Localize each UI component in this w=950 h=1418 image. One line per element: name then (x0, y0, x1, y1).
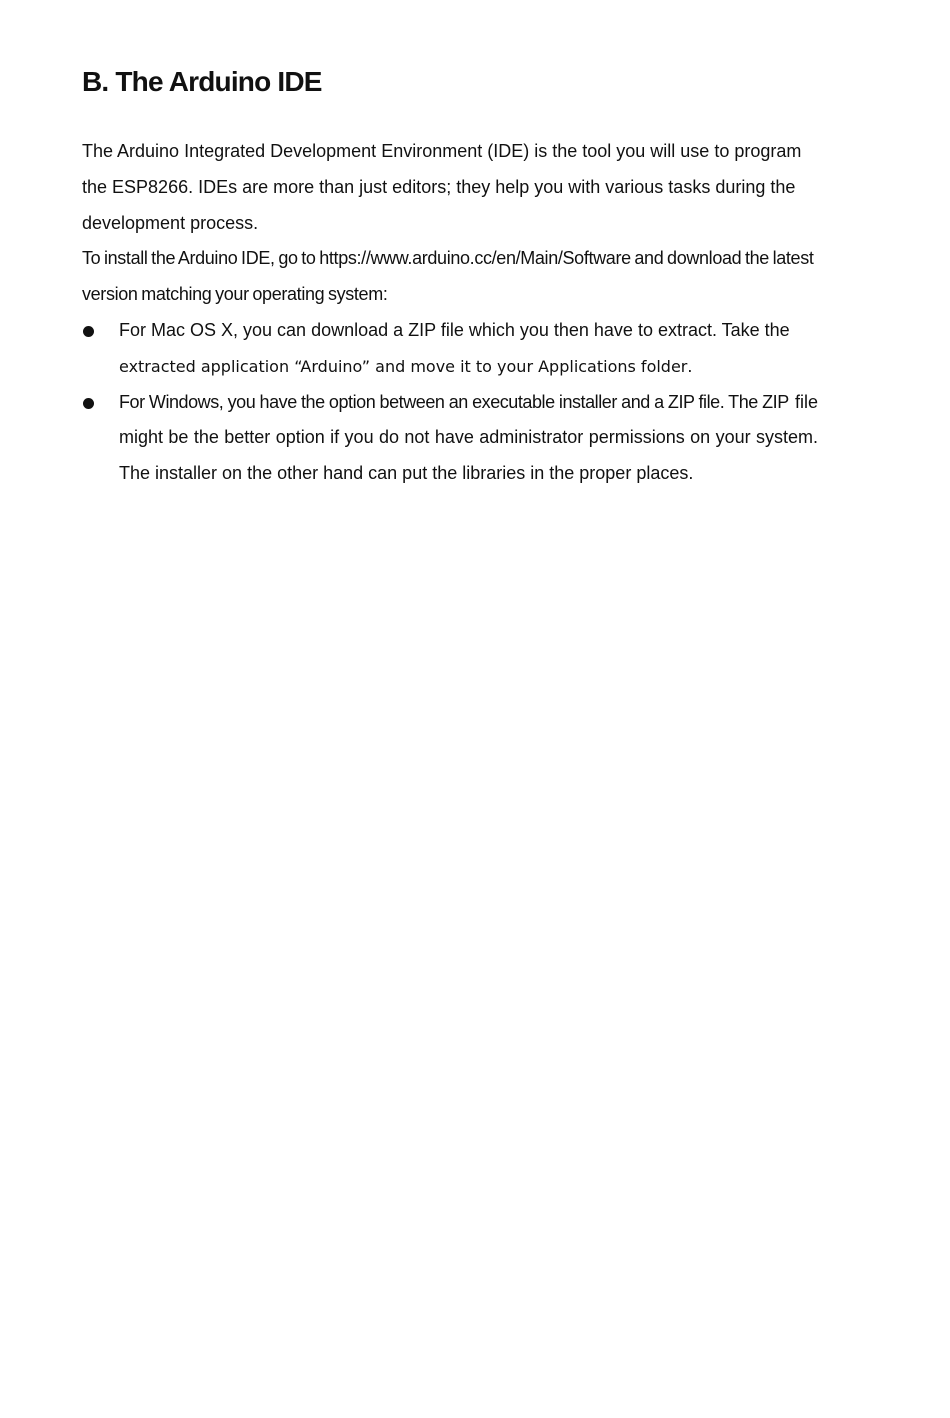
bullet-item-windows (82, 385, 818, 492)
install-paragraph: To install the Arduino IDE, go to https://www.arduino.cc/en/Main/Software and download the latest version matching your operating system: (82, 248, 814, 305)
os-bullet-list (82, 313, 818, 492)
mac-bullet-line1: For Mac OS X, you can download a ZIP file which you then have to extract. Take the (119, 319, 790, 340)
windows-bullet-rest: file might be the better option if you do not have administrator permissions on your system. The installer on the other hand can put the libraries in the proper places. (119, 391, 818, 484)
section-heading: B. The Arduino IDE (82, 66, 322, 97)
bullet-dot-icon (83, 326, 94, 337)
body-text (82, 134, 818, 492)
bullet-item-mac (82, 313, 818, 385)
windows-bullet-line1: For Windows, you have the option between an executable installer and a ZIP file. The ZIP (119, 391, 789, 412)
mac-bullet-period: . (687, 355, 693, 376)
bullet-dot-icon (83, 398, 94, 409)
mac-bullet-line2: extracted application “Arduino” and move it to your Applications folder (119, 356, 688, 376)
intro-paragraph: The Arduino Integrated Development Environment (IDE) is the tool you will use to program the ESP8266. IDEs are more than just editors; they help you with various tasks during the development process. (82, 141, 802, 233)
